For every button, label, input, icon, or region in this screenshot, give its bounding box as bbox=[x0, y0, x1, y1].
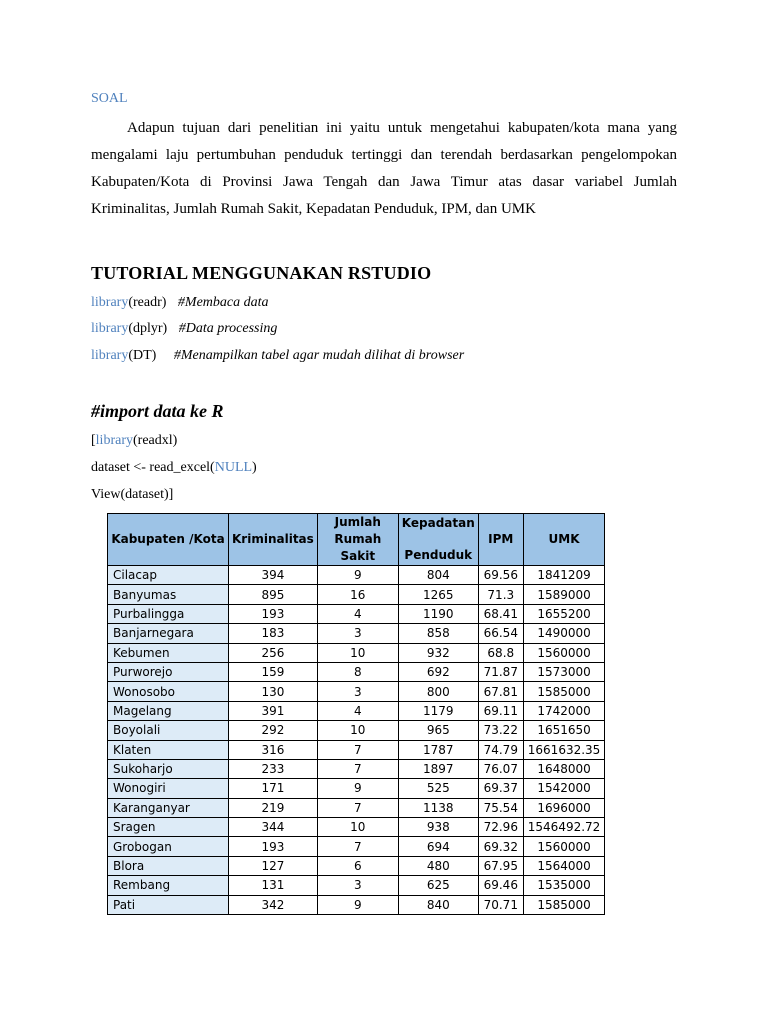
cell-rumah-sakit: 8 bbox=[317, 662, 398, 681]
cell-kabupaten: Sukoharjo bbox=[108, 759, 229, 778]
cell-rumah-sakit: 9 bbox=[317, 779, 398, 798]
cell-kepadatan: 625 bbox=[398, 876, 478, 895]
cell-rumah-sakit: 3 bbox=[317, 876, 398, 895]
cell-rumah-sakit: 16 bbox=[317, 585, 398, 604]
library-keyword: library bbox=[91, 295, 129, 310]
cell-rumah-sakit: 10 bbox=[317, 721, 398, 740]
cell-kabupaten: Banjarnegara bbox=[108, 624, 229, 643]
cell-kriminalitas: 193 bbox=[229, 837, 318, 856]
cell-kepadatan: 1138 bbox=[398, 798, 478, 817]
cell-ipm: 74.79 bbox=[478, 740, 523, 759]
cell-kepadatan: 932 bbox=[398, 643, 478, 662]
table-row bbox=[108, 643, 605, 662]
code-line-dt bbox=[91, 348, 464, 364]
cell-kriminalitas: 344 bbox=[229, 818, 318, 837]
cell-umk: 1564000 bbox=[523, 856, 605, 875]
cell-rumah-sakit: 4 bbox=[317, 701, 398, 720]
cell-kabupaten: Kebumen bbox=[108, 643, 229, 662]
cell-ipm: 72.96 bbox=[478, 818, 523, 837]
cell-umk: 1542000 bbox=[523, 779, 605, 798]
library-keyword: library bbox=[91, 321, 129, 336]
table-row bbox=[108, 566, 605, 585]
cell-ipm: 69.32 bbox=[478, 837, 523, 856]
cell-kepadatan: 965 bbox=[398, 721, 478, 740]
cell-ipm: 67.95 bbox=[478, 856, 523, 875]
cell-kriminalitas: 159 bbox=[229, 662, 318, 681]
cell-kepadatan: 1179 bbox=[398, 701, 478, 720]
cell-ipm: 73.22 bbox=[478, 721, 523, 740]
cell-kepadatan: 858 bbox=[398, 624, 478, 643]
cell-kabupaten: Rembang bbox=[108, 876, 229, 895]
cell-ipm: 69.11 bbox=[478, 701, 523, 720]
cell-kriminalitas: 127 bbox=[229, 856, 318, 875]
header-kepadatan-top: Kepadatan bbox=[401, 516, 475, 530]
code-line-readxl bbox=[91, 433, 177, 449]
cell-kepadatan: 694 bbox=[398, 837, 478, 856]
library-arg: (readxl) bbox=[133, 433, 178, 448]
cell-kepadatan: 1897 bbox=[398, 759, 478, 778]
cell-ipm: 68.8 bbox=[478, 643, 523, 662]
code-text: dataset <- read_excel( bbox=[91, 460, 215, 475]
cell-kabupaten: Boyolali bbox=[108, 721, 229, 740]
cell-kepadatan: 804 bbox=[398, 566, 478, 585]
code-line-read-excel bbox=[91, 460, 257, 476]
cell-umk: 1546492.72 bbox=[523, 818, 605, 837]
cell-kriminalitas: 183 bbox=[229, 624, 318, 643]
cell-kriminalitas: 193 bbox=[229, 604, 318, 623]
cell-ipm: 69.37 bbox=[478, 779, 523, 798]
cell-ipm: 76.07 bbox=[478, 759, 523, 778]
table-row bbox=[108, 779, 605, 798]
table-row bbox=[108, 876, 605, 895]
table-row bbox=[108, 662, 605, 681]
table-row bbox=[108, 604, 605, 623]
header-kabupaten: Kabupaten /Kota bbox=[108, 514, 229, 566]
table-row bbox=[108, 798, 605, 817]
library-keyword: library bbox=[95, 433, 133, 448]
library-keyword: library bbox=[91, 348, 129, 363]
table-header-row bbox=[108, 514, 605, 566]
cell-kabupaten: Pati bbox=[108, 895, 229, 914]
cell-rumah-sakit: 9 bbox=[317, 895, 398, 914]
library-arg: (readr) bbox=[128, 295, 167, 310]
cell-kriminalitas: 391 bbox=[229, 701, 318, 720]
cell-rumah-sakit: 3 bbox=[317, 682, 398, 701]
table-row bbox=[108, 624, 605, 643]
cell-kriminalitas: 895 bbox=[229, 585, 318, 604]
cell-kabupaten: Karanganyar bbox=[108, 798, 229, 817]
cell-rumah-sakit: 7 bbox=[317, 837, 398, 856]
cell-kriminalitas: 292 bbox=[229, 721, 318, 740]
cell-kriminalitas: 256 bbox=[229, 643, 318, 662]
cell-umk: 1661632.35 bbox=[523, 740, 605, 759]
intro-paragraph: Adapun tujuan dari penelitian ini yaitu untuk mengetahui kabupaten/kota mana yang mengalami laju pertumbuhan penduduk tertinggi dan terendah berdasarkan pengelompokan Kabupaten/Kota di Provinsi Jawa Tengah dan Jawa Timur atas dasar variabel Jumlah Kriminalitas, Jumlah Rumah Sakit, Kepadatan Penduduk, IPM, dan UMK bbox=[91, 120, 677, 217]
cell-rumah-sakit: 10 bbox=[317, 818, 398, 837]
cell-kepadatan: 692 bbox=[398, 662, 478, 681]
cell-umk: 1589000 bbox=[523, 585, 605, 604]
code-comment: #Data processing bbox=[178, 321, 278, 336]
cell-umk: 1585000 bbox=[523, 895, 605, 914]
cell-kepadatan: 1190 bbox=[398, 604, 478, 623]
table-row bbox=[108, 585, 605, 604]
cell-kabupaten: Grobogan bbox=[108, 837, 229, 856]
cell-kepadatan: 840 bbox=[398, 895, 478, 914]
tutorial-heading: TUTORIAL MENGGUNAKAN RSTUDIO bbox=[91, 263, 432, 283]
code-line-view: View(dataset)] bbox=[91, 487, 174, 502]
data-table bbox=[107, 513, 605, 915]
cell-umk: 1841209 bbox=[523, 566, 605, 585]
cell-kepadatan: 800 bbox=[398, 682, 478, 701]
table-row bbox=[108, 701, 605, 720]
cell-kepadatan: 480 bbox=[398, 856, 478, 875]
cell-kabupaten: Purbalingga bbox=[108, 604, 229, 623]
cell-ipm: 69.56 bbox=[478, 566, 523, 585]
table-row bbox=[108, 837, 605, 856]
cell-kabupaten: Banyumas bbox=[108, 585, 229, 604]
cell-kepadatan: 1787 bbox=[398, 740, 478, 759]
cell-ipm: 66.54 bbox=[478, 624, 523, 643]
cell-rumah-sakit: 7 bbox=[317, 740, 398, 759]
cell-rumah-sakit: 7 bbox=[317, 759, 398, 778]
header-kepadatan-bottom: Penduduk bbox=[404, 548, 473, 562]
cell-kabupaten: Wonogiri bbox=[108, 779, 229, 798]
table-row bbox=[108, 856, 605, 875]
cell-umk: 1560000 bbox=[523, 643, 605, 662]
cell-kriminalitas: 171 bbox=[229, 779, 318, 798]
cell-rumah-sakit: 6 bbox=[317, 856, 398, 875]
table-row bbox=[108, 682, 605, 701]
cell-ipm: 68.41 bbox=[478, 604, 523, 623]
cell-umk: 1560000 bbox=[523, 837, 605, 856]
cell-kepadatan: 525 bbox=[398, 779, 478, 798]
cell-kriminalitas: 219 bbox=[229, 798, 318, 817]
header-kepadatan bbox=[398, 514, 478, 566]
table-row bbox=[108, 818, 605, 837]
cell-kriminalitas: 342 bbox=[229, 895, 318, 914]
header-ipm: IPM bbox=[478, 514, 523, 566]
cell-kriminalitas: 130 bbox=[229, 682, 318, 701]
cell-kepadatan: 1265 bbox=[398, 585, 478, 604]
bracket-text: [ bbox=[91, 433, 96, 448]
cell-rumah-sakit: 4 bbox=[317, 604, 398, 623]
code-line-readr bbox=[91, 295, 269, 311]
table-row bbox=[108, 895, 605, 914]
cell-umk: 1648000 bbox=[523, 759, 605, 778]
code-comment: #Menampilkan tabel agar mudah dilihat di browser bbox=[173, 348, 465, 363]
cell-umk: 1651650 bbox=[523, 721, 605, 740]
header-kriminalitas: Kriminalitas bbox=[229, 514, 318, 566]
table-row bbox=[108, 721, 605, 740]
soal-label: SOAL bbox=[91, 91, 128, 106]
cell-kabupaten: Magelang bbox=[108, 701, 229, 720]
header-rumah-sakit: Jumlah Rumah Sakit bbox=[317, 514, 398, 566]
cell-ipm: 71.3 bbox=[478, 585, 523, 604]
cell-umk: 1585000 bbox=[523, 682, 605, 701]
cell-kepadatan: 938 bbox=[398, 818, 478, 837]
cell-kabupaten: Purworejo bbox=[108, 662, 229, 681]
cell-umk: 1655200 bbox=[523, 604, 605, 623]
cell-rumah-sakit: 9 bbox=[317, 566, 398, 585]
cell-kriminalitas: 131 bbox=[229, 876, 318, 895]
cell-ipm: 75.54 bbox=[478, 798, 523, 817]
header-umk: UMK bbox=[523, 514, 605, 566]
cell-kabupaten: Wonosobo bbox=[108, 682, 229, 701]
library-arg: (DT) bbox=[128, 348, 157, 363]
cell-rumah-sakit: 10 bbox=[317, 643, 398, 662]
table-row bbox=[108, 759, 605, 778]
cell-ipm: 67.81 bbox=[478, 682, 523, 701]
cell-ipm: 69.46 bbox=[478, 876, 523, 895]
cell-rumah-sakit: 3 bbox=[317, 624, 398, 643]
import-heading: #import data ke R bbox=[91, 401, 224, 421]
table-row bbox=[108, 740, 605, 759]
code-text: ) bbox=[252, 460, 257, 475]
cell-kabupaten: Sragen bbox=[108, 818, 229, 837]
cell-kriminalitas: 233 bbox=[229, 759, 318, 778]
cell-kabupaten: Blora bbox=[108, 856, 229, 875]
cell-kriminalitas: 316 bbox=[229, 740, 318, 759]
code-comment: #Membaca data bbox=[177, 295, 269, 310]
cell-umk: 1742000 bbox=[523, 701, 605, 720]
library-arg: (dplyr) bbox=[128, 321, 168, 336]
cell-umk: 1696000 bbox=[523, 798, 605, 817]
cell-umk: 1535000 bbox=[523, 876, 605, 895]
cell-rumah-sakit: 7 bbox=[317, 798, 398, 817]
cell-umk: 1573000 bbox=[523, 662, 605, 681]
cell-kabupaten: Cilacap bbox=[108, 566, 229, 585]
cell-kabupaten: Klaten bbox=[108, 740, 229, 759]
table-body bbox=[108, 566, 605, 915]
cell-ipm: 71.87 bbox=[478, 662, 523, 681]
code-line-dplyr bbox=[91, 321, 277, 337]
cell-kriminalitas: 394 bbox=[229, 566, 318, 585]
cell-ipm: 70.71 bbox=[478, 895, 523, 914]
cell-umk: 1490000 bbox=[523, 624, 605, 643]
null-keyword: NULL bbox=[214, 460, 253, 475]
